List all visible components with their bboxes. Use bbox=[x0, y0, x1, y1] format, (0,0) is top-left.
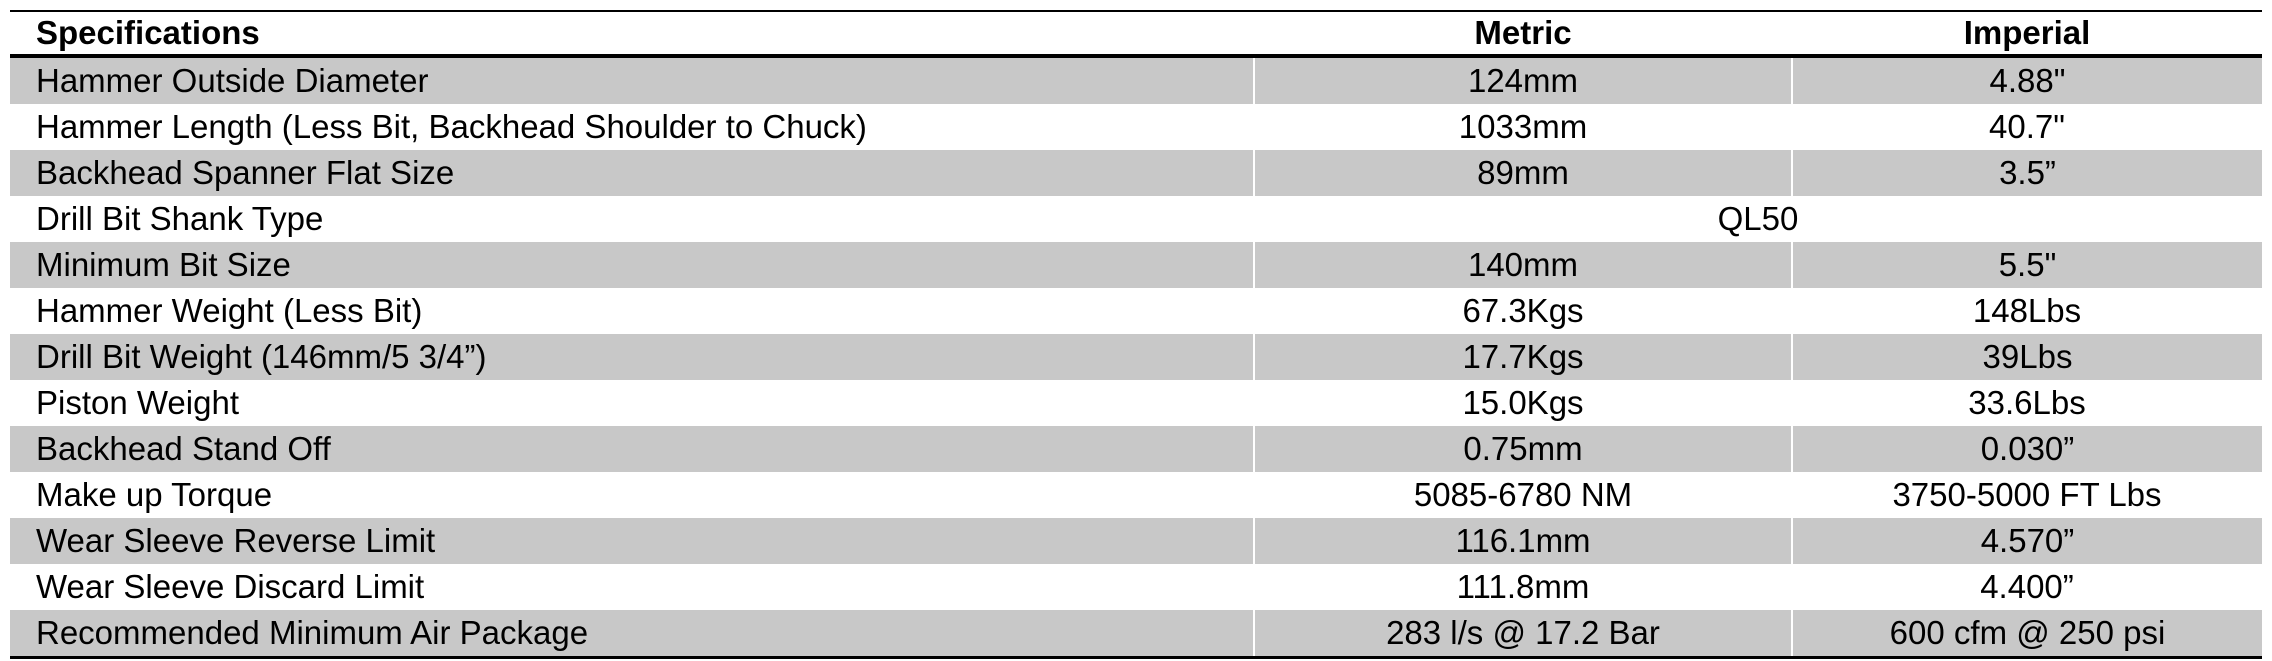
metric-value: 124mm bbox=[1254, 56, 1792, 104]
header-specifications: Specifications bbox=[36, 14, 260, 51]
metric-value: 116.1mm bbox=[1254, 518, 1792, 564]
specifications-table bbox=[10, 10, 2262, 659]
metric-value: 89mm bbox=[1254, 150, 1792, 196]
spec-label: Make up Torque bbox=[36, 476, 273, 513]
table-body bbox=[10, 56, 2262, 658]
header-metric: Metric bbox=[1474, 14, 1572, 51]
table-row bbox=[10, 334, 2262, 380]
spec-label: Backhead Spanner Flat Size bbox=[10, 150, 1254, 196]
spec-label: Hammer Weight (Less Bit) bbox=[36, 292, 423, 329]
header-row bbox=[10, 11, 2262, 56]
table-row bbox=[10, 242, 2262, 288]
metric-value: 67.3Kgs bbox=[1462, 292, 1584, 329]
imperial-value: 33.6Lbs bbox=[1968, 384, 2086, 421]
imperial-value: 600 cfm @ 250 psi bbox=[1792, 610, 2262, 658]
imperial-value: 4.570” bbox=[1792, 518, 2262, 564]
imperial-value: 40.7" bbox=[1989, 108, 2065, 145]
imperial-value: 0.030” bbox=[1792, 426, 2262, 472]
spec-label: Piston Weight bbox=[36, 384, 239, 421]
table-row bbox=[10, 104, 2262, 150]
metric-value: 5085-6780 NM bbox=[1413, 476, 1633, 513]
header-imperial: Imperial bbox=[1963, 14, 2091, 51]
table-row bbox=[10, 564, 2262, 610]
spec-value: QL50 bbox=[1717, 200, 1799, 237]
imperial-value: 3.5” bbox=[1792, 150, 2262, 196]
metric-value: 17.7Kgs bbox=[1254, 334, 1792, 380]
imperial-value: 148Lbs bbox=[1972, 292, 2082, 329]
table-row bbox=[10, 472, 2262, 518]
imperial-value: 4.400” bbox=[1980, 568, 2074, 605]
spec-label: Hammer Length (Less Bit, Backhead Shoulder to Chuck) bbox=[36, 108, 867, 145]
spec-label: Backhead Stand Off bbox=[10, 426, 1254, 472]
spec-label: Minimum Bit Size bbox=[10, 242, 1254, 288]
table-row bbox=[10, 196, 2262, 242]
table-row bbox=[10, 56, 2262, 104]
imperial-value: 5.5" bbox=[1792, 242, 2262, 288]
spec-label: Wear Sleeve Discard Limit bbox=[36, 568, 425, 605]
metric-value: 140mm bbox=[1254, 242, 1792, 288]
spec-label: Wear Sleeve Reverse Limit bbox=[10, 518, 1254, 564]
imperial-value: 4.88" bbox=[1792, 56, 2262, 104]
metric-value: 15.0Kgs bbox=[1462, 384, 1584, 421]
table-row bbox=[10, 610, 2262, 658]
metric-value: 0.75mm bbox=[1254, 426, 1792, 472]
table-row bbox=[10, 150, 2262, 196]
table-row bbox=[10, 288, 2262, 334]
table-row bbox=[10, 518, 2262, 564]
table-row bbox=[10, 426, 2262, 472]
imperial-value: 3750-5000 FT Lbs bbox=[1892, 476, 2162, 513]
table-row bbox=[10, 380, 2262, 426]
metric-value: 283 l/s @ 17.2 Bar bbox=[1254, 610, 1792, 658]
spec-label: Drill Bit Shank Type bbox=[36, 200, 324, 237]
spec-label: Recommended Minimum Air Package bbox=[10, 610, 1254, 658]
metric-value: 1033mm bbox=[1458, 108, 1588, 145]
imperial-value: 39Lbs bbox=[1792, 334, 2262, 380]
metric-value: 111.8mm bbox=[1456, 568, 1590, 605]
spec-label: Hammer Outside Diameter bbox=[10, 56, 1254, 104]
spec-label: Drill Bit Weight (146mm/5 3/4”) bbox=[10, 334, 1254, 380]
